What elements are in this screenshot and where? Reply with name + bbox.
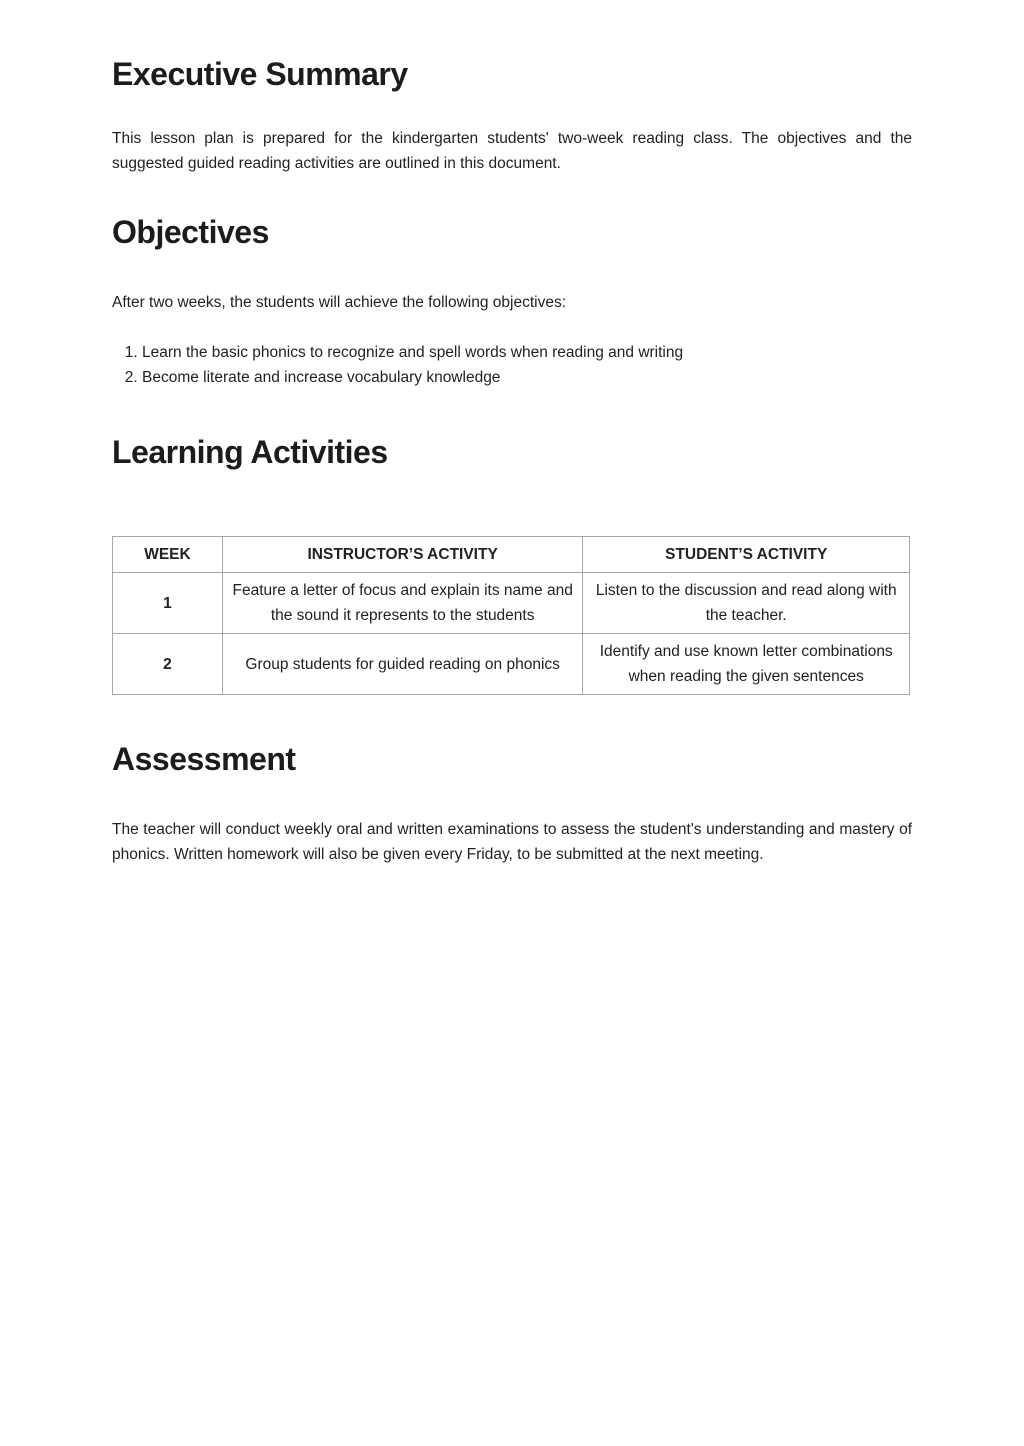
list-item: 1. Learn the basic phonics to recognize and spell words when reading and writing (142, 340, 912, 365)
objectives-heading: Objectives (112, 214, 269, 250)
assessment-heading: Assessment (112, 741, 296, 777)
header-week: WEEK (113, 537, 223, 573)
executive-summary-text: This lesson plan is prepared for the kindergarten students' two-week reading class. The objectives and the suggested guided reading activities are outlined in this document. (112, 130, 912, 172)
header-student-activity: STUDENT’S ACTIVITY (583, 537, 910, 573)
instructor-activity-cell: Feature a letter of focus and explain its name and the sound it represents to the students (222, 573, 583, 634)
list-item: 2. Become literate and increase vocabulary knowledge (142, 365, 912, 390)
header-instructor-activity: INSTRUCTOR’S ACTIVITY (222, 537, 583, 573)
table-row (113, 573, 910, 634)
executive-summary-heading: Executive Summary (112, 56, 408, 92)
student-activity-cell: Listen to the discussion and read along with the teacher. (583, 573, 910, 634)
activities-table (112, 536, 910, 695)
week-cell: 2 (113, 634, 223, 695)
table-header-row (113, 537, 910, 573)
assessment-text: The teacher will conduct weekly oral and written examinations to assess the student's understanding and mastery of phonics. Written homework will also be given every Friday, to be submitted at the next meeting. (112, 821, 912, 863)
learning-activities-heading: Learning Activities (112, 434, 388, 470)
instructor-activity-cell: Group students for guided reading on phonics (222, 634, 583, 695)
objectives-intro: After two weeks, the students will achieve the following objectives: (112, 294, 567, 311)
table-row (113, 634, 910, 695)
week-cell: 1 (113, 573, 223, 634)
student-activity-cell: Identify and use known letter combinations when reading the given sentences (583, 634, 910, 695)
objectives-list (112, 340, 912, 390)
document-page (112, 0, 912, 867)
